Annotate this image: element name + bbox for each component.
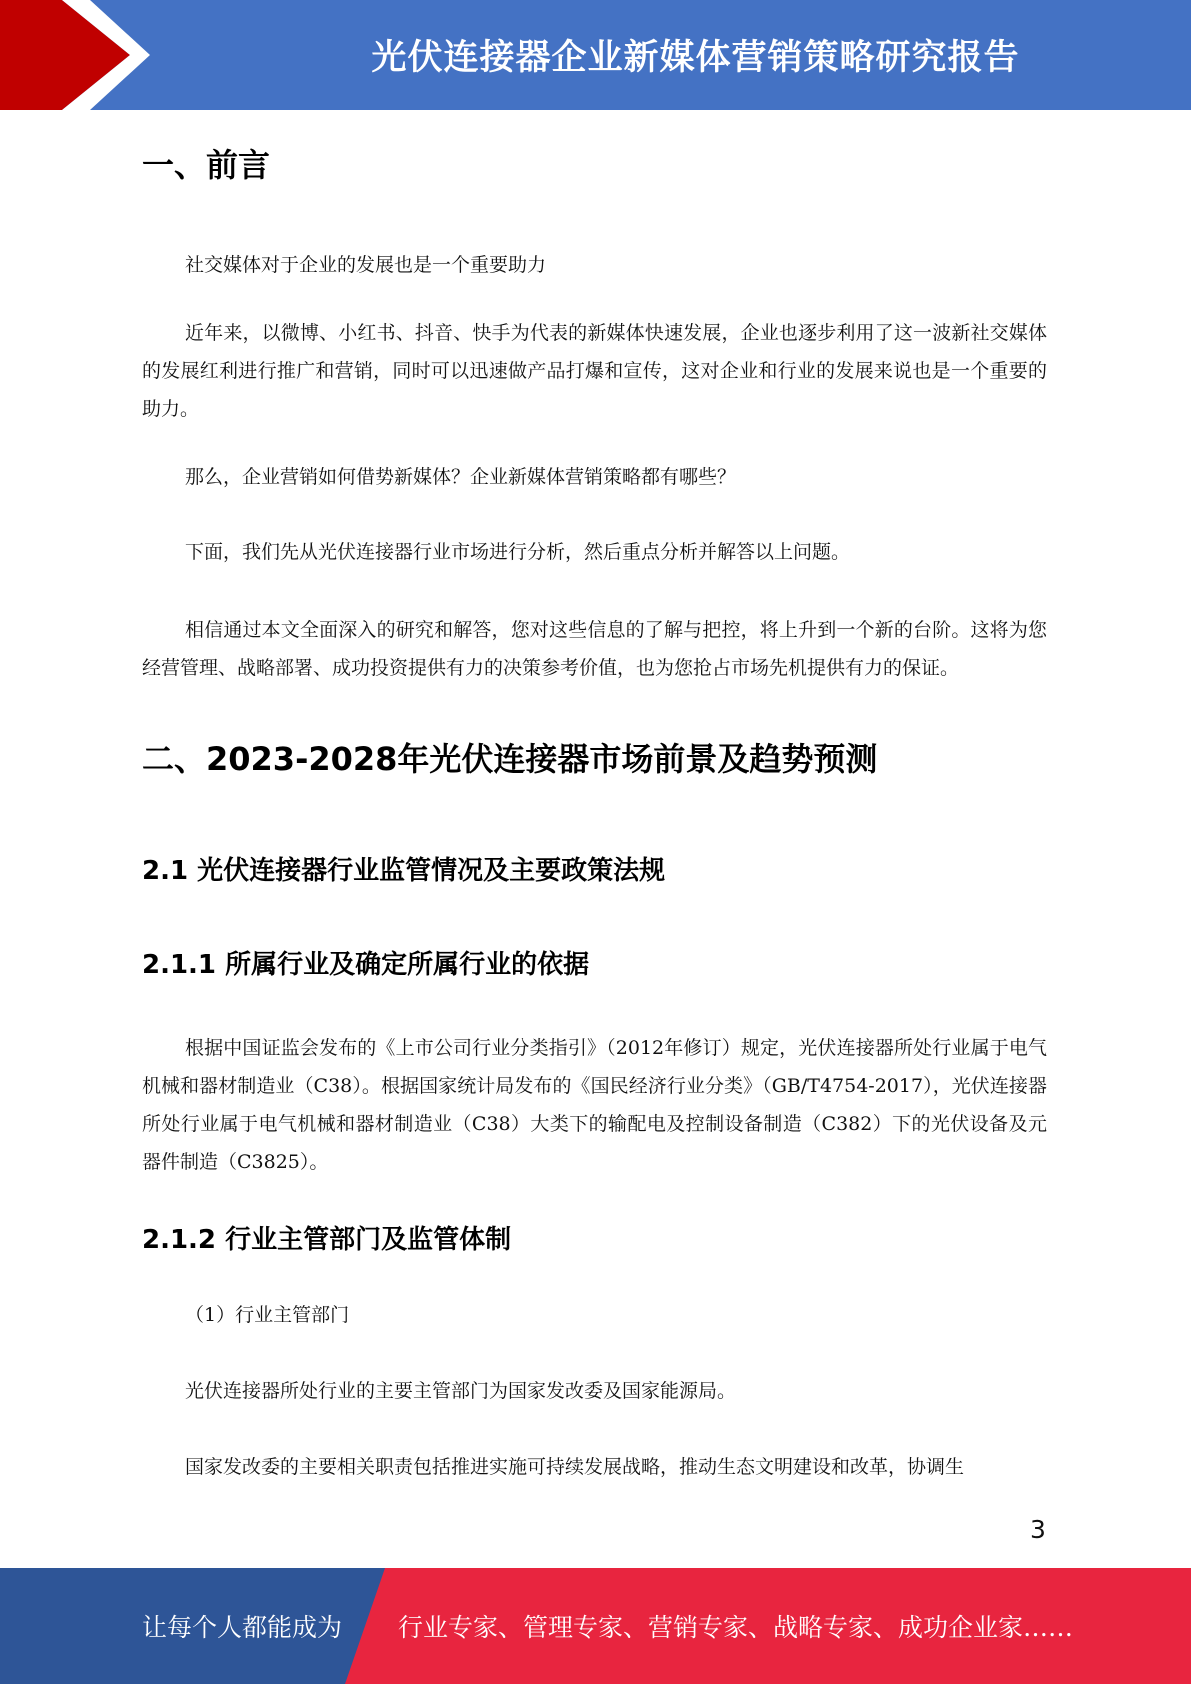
paragraph: （1）行业主管部门 (185, 1304, 350, 1326)
section-heading-preface: 一、前言 (142, 146, 271, 184)
footer-band (0, 1568, 1191, 1684)
report-title: 光伏连接器企业新媒体营销策略研究报告 (371, 38, 1020, 78)
subsection-heading-2-1: 2.1 光伏连接器行业监管情况及主要政策法规 (142, 856, 666, 886)
paragraph: 社交媒体对于企业的发展也是一个重要助力 (185, 254, 547, 276)
footer-slogan-left: 让每个人都能成为 (142, 1613, 343, 1642)
paragraph: 下面，我们先从光伏连接器行业市场进行分析，然后重点分析并解答以上问题。 (185, 541, 851, 563)
subsection-heading-2-1-1: 2.1.1 所属行业及确定所属行业的依据 (142, 950, 590, 980)
paragraph: 近年来，以微博、小红书、抖音、快手为代表的新媒体快速发展，企业也逐步利用了这一波新社交媒体的发展红利进行推广和营销，同时可以迅速做产品打爆和宣传，这对企业和行业的发展来说也是一个重要的助力。 (142, 322, 1047, 420)
footer-slogan-right: 行业专家、管理专家、营销专家、战略专家、成功企业家…… (398, 1613, 1074, 1642)
subsection-heading-2-1-2: 2.1.2 行业主管部门及监管体制 (142, 1225, 512, 1255)
paragraph: 那么，企业营销如何借势新媒体？企业新媒体营销策略都有哪些？ (185, 466, 737, 488)
paragraph: 光伏连接器所处行业的主要主管部门为国家发改委及国家能源局。 (185, 1380, 737, 1402)
paragraph: 相信通过本文全面深入的研究和解答，您对这些信息的了解与把控，将上升到一个新的台阶。这将为您经营管理、战略部署、成功投资提供有力的决策参考价值，也为您抢占市场先机提供有力的保证。 (142, 619, 1047, 679)
paragraph: 根据中国证监会发布的《上市公司行业分类指引》（2012年修订）规定，光伏连接器所处行业属于电气机械和器材制造业（C38）。根据国家统计局发布的《国民经济行业分类》（GB/T4754-2017），光伏连接器所处行业属于电气机械和器材制造业（C38）大类下的输配电及控制设备制造（C382）下的光伏设备及元器件制造（C3825）。 (142, 1037, 1047, 1173)
header-band (0, 0, 1191, 110)
header-arrow-decoration (0, 0, 200, 110)
section-heading-market-outlook: 二、2023-2028年光伏连接器市场前景及趋势预测 (142, 740, 878, 778)
page-number: 3 (1030, 1515, 1046, 1544)
paragraph: 国家发改委的主要相关职责包括推进实施可持续发展战略，推动生态文明建设和改革，协调生 (185, 1456, 965, 1478)
document-body (142, 140, 1047, 1486)
